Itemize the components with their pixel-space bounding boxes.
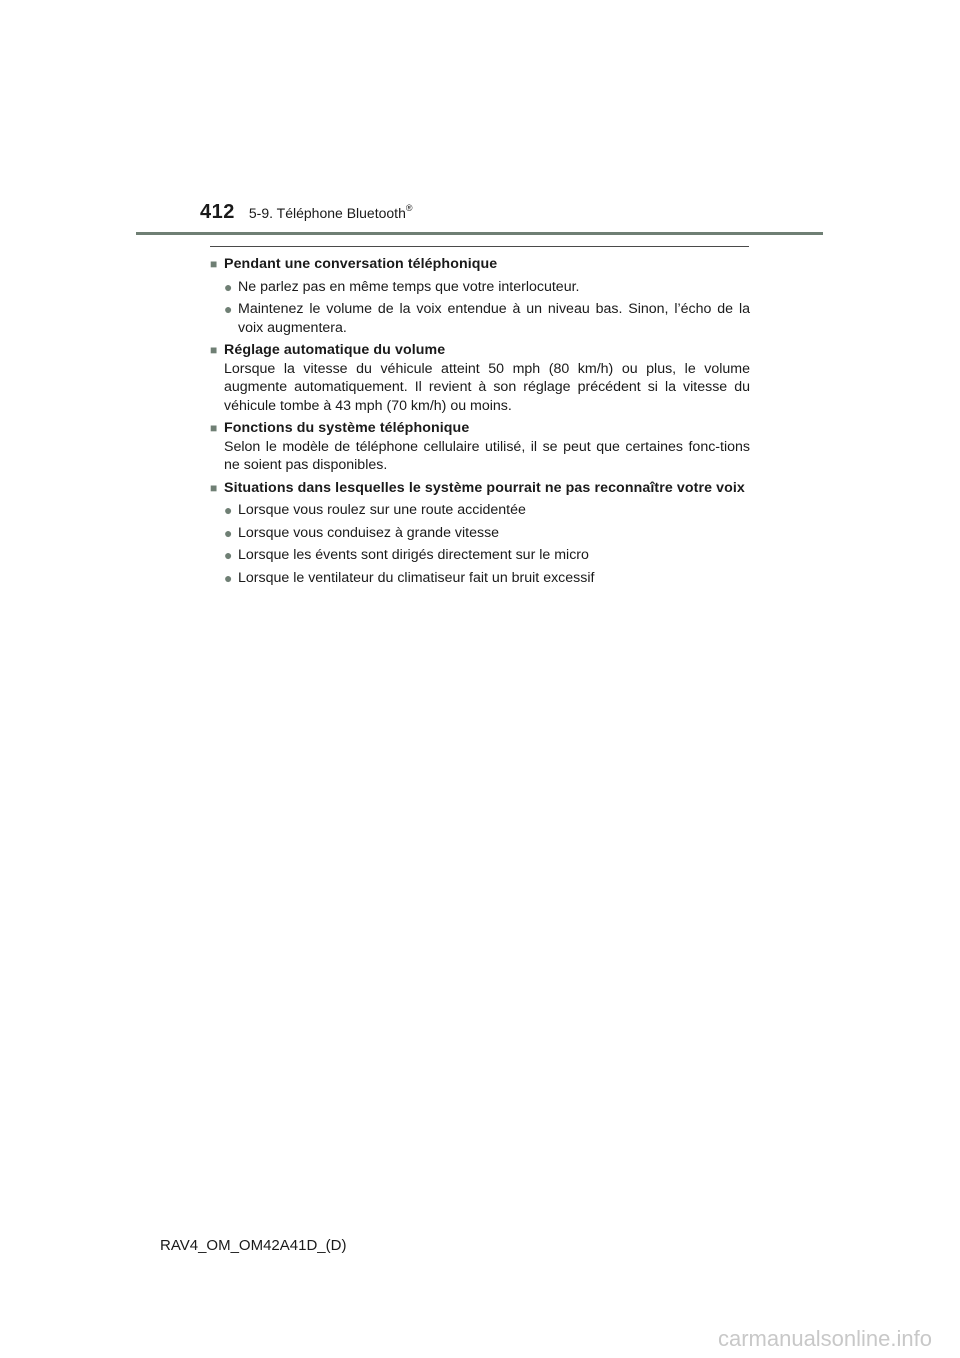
page-number: 412 <box>200 201 235 223</box>
section-heading-text: Fonctions du système téléphonique <box>224 420 470 436</box>
square-bullet-icon: ■ <box>210 343 218 357</box>
section-heading <box>210 255 750 274</box>
section-heading-text: Pendant une conversation téléphonique <box>224 256 498 272</box>
section-voice-recognition <box>210 479 750 588</box>
round-bullet-icon: ● <box>224 569 233 586</box>
square-bullet-icon: ■ <box>210 421 218 435</box>
list-item-text: Lorsque vous conduisez à grande vitesse <box>238 524 500 541</box>
list-item <box>210 524 750 543</box>
content-rule <box>210 246 749 247</box>
section-heading <box>210 341 750 360</box>
watermark: carmanualsonline.info <box>717 1326 932 1351</box>
round-bullet-icon: ● <box>224 547 233 563</box>
section-heading-text: Réglage automatique du volume <box>224 342 446 358</box>
section-heading <box>210 419 750 438</box>
section-functions <box>210 419 750 475</box>
list-item <box>210 501 750 520</box>
content-body <box>210 255 750 591</box>
round-bullet-icon: ● <box>224 278 233 295</box>
section-paragraph: Selon le modèle de téléphone cellulaire utilisé, il se peut que certaines fonc-tions ne soient pas disponibles. <box>224 438 750 473</box>
registered-mark: ® <box>405 203 413 213</box>
list-item-text: Maintenez le volume de la voix entendue à un niveau bas. Sinon, l’écho de la voix augmentera. <box>238 301 750 336</box>
list-item-text: Ne parlez pas en même temps que votre interlocuteur. <box>238 278 580 295</box>
list-item-text: Lorsque le ventilateur du climatiseur fait un bruit excessif <box>238 569 595 586</box>
section-heading-text: Situations dans lesquelles le système pourrait ne pas reconnaître votre voix <box>224 479 745 496</box>
list-item <box>210 546 750 565</box>
section-paragraph: Lorsque la vitesse du véhicule atteint 50 mph (80 km/h) ou plus, le volume augmente automatiquement. Il revient à son réglage précédent si la vitesse du véhicule tombe à 43 mph (70 km/h) ou moins. <box>224 360 750 414</box>
section-heading <box>210 479 750 498</box>
list-item <box>210 569 750 588</box>
doc-code-footer: RAV4_OM_OM42A41D_(D) <box>160 1237 347 1254</box>
page-header <box>200 201 413 231</box>
round-bullet-icon: ● <box>224 502 233 518</box>
round-bullet-icon: ● <box>224 524 233 541</box>
section-volume <box>210 341 750 415</box>
header-rule <box>136 232 823 235</box>
round-bullet-icon: ● <box>224 301 233 317</box>
section-title-text: 5-9. Téléphone Bluetooth <box>248 205 406 221</box>
square-bullet-icon: ■ <box>210 257 218 271</box>
list-item-text: Lorsque les évents sont dirigés directement sur le micro <box>238 547 589 563</box>
list-item <box>210 278 750 297</box>
list-item-text: Lorsque vous roulez sur une route accidentée <box>238 502 526 518</box>
square-bullet-icon: ■ <box>210 480 218 495</box>
section-conversation <box>210 255 750 337</box>
section-title <box>249 205 413 221</box>
list-item <box>210 300 750 337</box>
